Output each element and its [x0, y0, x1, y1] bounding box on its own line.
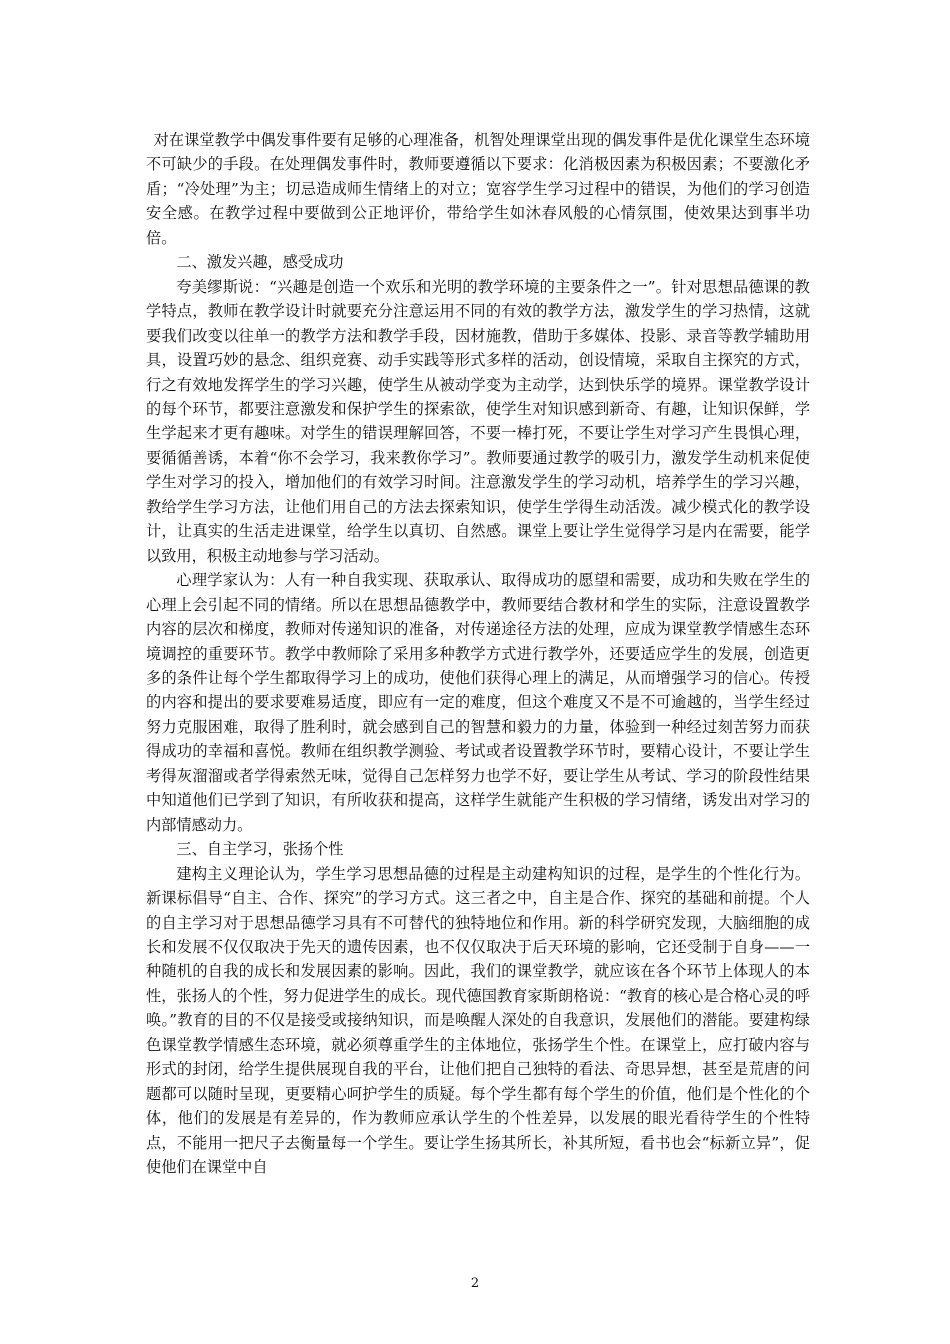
- page-number: 2: [470, 1276, 480, 1291]
- document-body: [146, 128, 810, 1179]
- paragraph-interest: 夸美缪斯说：“兴趣是创造一个欢乐和光明的教学环境的主要条件之一”。针对思想品德课的教学特点，教师在教学设计时就要充分注意运用不同的有效的教学方法，激发学生的学习热情，这就要我们改变以往单一的教学方法和教学手段，因材施教，借助于多媒体、投影、录音等教学辅助用具，设置巧妙的悬念、组织竞赛、动手实践等形式多样的活动，创设情境，采取自主探究的方式，行之有效地发挥学生的学习兴趣，使学生从被动学变为主动学，达到快乐学的境界。课堂教学设计的每个环节，都要注意激发和保护学生的探索欲，使学生对知识感到新奇、有趣，让知识保鲜，学生学起来才更有趣味。对学生的错误理解回答，不要一棒打死，不要让学生对学习产生畏惧心理，要循循善诱，本着“你不会学习，我来教你学习”。教师要通过教学的吸引力，激发学生动机来促使学生对学习的投入，增加他们的有效学习时间。注意激发学生的学习动机，培养学生的学习兴趣，教给学生学习方法，让他们用自己的方法去探索知识，使学生学得生动活泼。减少模式化的教学设计，让真实的生活走进课堂，给学生以真切、自然感。课堂上要让学生觉得学习是内在需要，能学以致用，积极主动地参与学习活动。: [146, 277, 810, 565]
- paragraph-constructivism: 建构主义理论认为，学生学习思想品德的过程是主动建构知识的过程，是学生的个性化行为。新课标倡导“自主、合作、探究”的学习方式。这三者之中，自主是合作、探究的基础和前提。个人的自主学习对于思想品德学习具有不可替代的独特地位和作用。新的科学研究发现，大脑细胞的成长和发展不仅仅取决于先天的遗传因素，也不仅仅取决于后天环境的影响，它还受制于自身——一种随机的自我的成长和发展因素的影响。因此，我们的课堂教学，就应该在各个环节上体现人的本性，张扬人的个性，努力促进学生的成长。现代德国教育家斯朗格说：“教育的核心是合格心灵的呼唤。”教育的目的不仅是接受或接纳知识，而是唤醒人深处的自我意识，发展他们的潜能。要建构绿色课堂教学情感生态环境，就必须尊重学生的主体地位，张扬学生个性。在课堂上，应打破内容与形式的封闭，给学生提供展现自我的平台，让他们把自己独特的看法、奇思异想，甚至是荒唐的问题都可以随时呈现，更要精心呵护学生的质疑。每个学生都有每个学生的价值，他们是个性化的个体，他们的发展是有差异的，作为教师应承认学生的个性差异，以发展的眼光看待学生的个性特点，不能用一把尺子去衡量每一个学生。要让学生扬其所长，补其所短，看书也会“标新立异”，促使他们在课堂中自: [146, 864, 810, 1177]
- section-heading-autonomy: 三、自主学习，张扬个性: [176, 840, 344, 859]
- paragraph-classroom-incidents: 对在课堂教学中偶发事件要有足够的心理准备，机智处理课堂出现的偶发事件是优化课堂生态环境不可缺少的手段。在处理偶发事件时，教师要遵循以下要求：化消极因素为积极因素；不要激化矛盾；“冷处理”为主；切忌造成师生情绪上的对立；宽容学生学习过程中的错误，为他们的学习创造安全感。在教学过程中要做到公正地评价，带给学生如沐春风般的心情氛围，使效果达到事半功倍。: [146, 131, 810, 247]
- paragraph-psychology-success: 心理学家认为：人有一种自我实现、获取承认、取得成功的愿望和需要，成功和失败在学生的心理上会引起不同的情绪。所以在思想品德教学中，教师要结合教材和学生的实际，注意设置教学内容的层次和梯度，教师对传递知识的准备，对传递途径方法的处理，应成为课堂教学情感生态环境调控的重要环节。教学中教师除了采用多种教学方式进行教学外，还要适应学生的发展，创造更多的条件让每个学生都取得学习上的成功，使他们获得心理上的满足，从而增强学习的信心。传授的内容和提出的要求要难易适度，即应有一定的难度，但这个难度又不是不可逾越的，当学生经过努力克服困难，取得了胜利时，就会感到自己的智慧和毅力的力量，体验到一种经过刻苦努力而获得成功的幸福和喜悦。教师在组织教学测验、考试或者设置教学环节时，要精心设计，不要让学生考得灰溜溜或者学得索然无味，觉得自己怎样努力也学不好，要让学生从考试、学习的阶段性结果中知道他们已学到了知识，有所收获和提高，这样学生就能产生积极的学习情绪，诱发出对学习的内部情感动力。: [146, 571, 810, 834]
- section-heading-interest: 二、激发兴趣，感受成功: [176, 253, 344, 272]
